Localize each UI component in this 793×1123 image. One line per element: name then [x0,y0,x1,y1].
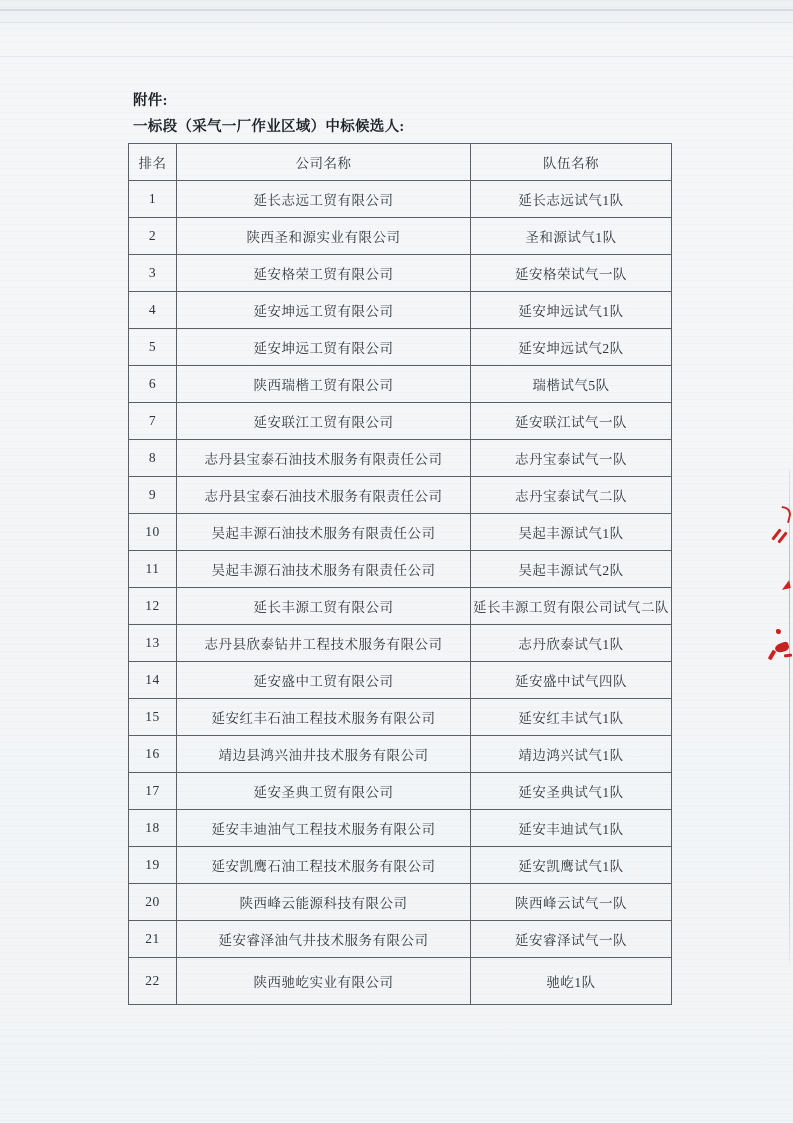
team-cell: 延长志远试气1队 [471,181,672,218]
rank-cell: 2 [129,218,177,255]
table-row [129,329,672,366]
team-cell: 吴起丰源试气1队 [471,514,672,551]
table-row [129,810,672,847]
company-cell: 志丹县欣泰钻井工程技术服务有限公司 [177,625,471,662]
col-header-team: 队伍名称 [471,144,672,181]
team-cell: 延安丰迪试气1队 [471,810,672,847]
company-cell: 延安盛中工贸有限公司 [177,662,471,699]
rank-cell: 8 [129,440,177,477]
rank-cell: 16 [129,736,177,773]
table-body [129,181,672,1005]
rank-cell: 12 [129,588,177,625]
rank-cell: 13 [129,625,177,662]
team-cell: 吴起丰源试气2队 [471,551,672,588]
rank-cell: 1 [129,181,177,218]
document-body [128,88,674,1005]
table-row [129,884,672,921]
rank-cell: 14 [129,662,177,699]
table-row [129,440,672,477]
company-cell: 延安坤远工贸有限公司 [177,329,471,366]
red-ink-mark [777,531,787,543]
company-cell: 延安联江工贸有限公司 [177,403,471,440]
table-row [129,255,672,292]
company-cell: 延安圣典工贸有限公司 [177,773,471,810]
team-cell: 延安盛中试气四队 [471,662,672,699]
team-cell: 圣和源试气1队 [471,218,672,255]
team-cell: 驰屹1队 [471,958,672,1005]
company-cell: 延安睿泽油气井技术服务有限公司 [177,921,471,958]
table-row [129,736,672,773]
rank-cell: 19 [129,847,177,884]
table-row [129,218,672,255]
red-ink-mark [774,641,790,654]
table-row [129,699,672,736]
team-cell: 延安联江试气一队 [471,403,672,440]
company-cell: 吴起丰源石油技术服务有限责任公司 [177,551,471,588]
table-row [129,403,672,440]
team-cell: 志丹宝泰试气一队 [471,440,672,477]
scan-artifact-line [0,56,793,57]
team-cell: 延安睿泽试气一队 [471,921,672,958]
rank-cell: 21 [129,921,177,958]
table-row [129,847,672,884]
rank-cell: 17 [129,773,177,810]
company-cell: 延安格荣工贸有限公司 [177,255,471,292]
company-cell: 陕西瑞楷工贸有限公司 [177,366,471,403]
col-header-rank: 排名 [129,144,177,181]
team-cell: 靖边鸿兴试气1队 [471,736,672,773]
table-row [129,588,672,625]
rank-cell: 18 [129,810,177,847]
rank-cell: 9 [129,477,177,514]
company-cell: 延安坤远工贸有限公司 [177,292,471,329]
table-row [129,551,672,588]
attachment-label: 附件: [133,93,168,109]
rank-cell: 7 [129,403,177,440]
team-cell: 延安格荣试气一队 [471,255,672,292]
company-cell: 延长丰源工贸有限公司 [177,588,471,625]
company-cell: 延长志远工贸有限公司 [177,181,471,218]
company-cell: 靖边县鸿兴油井技术服务有限公司 [177,736,471,773]
table-row [129,625,672,662]
table-row [129,921,672,958]
team-cell: 志丹宝泰试气二队 [471,477,672,514]
company-cell: 陕西驰屹实业有限公司 [177,958,471,1005]
team-cell: 瑞楷试气5队 [471,366,672,403]
rank-cell: 3 [129,255,177,292]
company-cell: 延安红丰石油工程技术服务有限公司 [177,699,471,736]
company-cell: 陕西峰云能源科技有限公司 [177,884,471,921]
table-header-row [129,144,672,181]
table-row [129,292,672,329]
red-ink-mark [768,650,776,661]
scan-artifact-line [0,9,793,11]
rank-cell: 10 [129,514,177,551]
table-row [129,662,672,699]
rank-cell: 20 [129,884,177,921]
table-row [129,181,672,218]
company-cell: 志丹县宝泰石油技术服务有限责任公司 [177,440,471,477]
red-ink-mark [784,653,792,657]
company-cell: 延安凯鹰石油工程技术服务有限公司 [177,847,471,884]
red-ink-mark [776,629,781,634]
page-edge-shadow [789,470,790,965]
team-cell: 延安坤远试气1队 [471,292,672,329]
col-header-company: 公司名称 [177,144,471,181]
team-cell: 延安坤远试气2队 [471,329,672,366]
company-cell: 陕西圣和源实业有限公司 [177,218,471,255]
table-row [129,514,672,551]
team-cell: 志丹欣泰试气1队 [471,625,672,662]
table-row [129,366,672,403]
rank-cell: 4 [129,292,177,329]
rank-cell: 11 [129,551,177,588]
scan-artifact-line [0,22,793,23]
company-cell: 延安丰迪油气工程技术服务有限公司 [177,810,471,847]
red-ink-mark [778,506,792,523]
red-ink-mark [771,528,781,540]
rank-cell: 5 [129,329,177,366]
table-row [129,773,672,810]
rank-cell: 6 [129,366,177,403]
team-cell: 陕西峰云试气一队 [471,884,672,921]
team-cell: 延长丰源工贸有限公司试气二队 [471,588,672,625]
team-cell: 延安圣典试气1队 [471,773,672,810]
rank-cell: 22 [129,958,177,1005]
section-title: 一标段（采气一厂作业区域）中标候选人: [133,119,405,135]
table-row [129,958,672,1005]
team-cell: 延安红丰试气1队 [471,699,672,736]
rank-cell: 15 [129,699,177,736]
candidates-table [128,143,672,1005]
table-row [129,477,672,514]
company-cell: 志丹县宝泰石油技术服务有限责任公司 [177,477,471,514]
company-cell: 吴起丰源石油技术服务有限责任公司 [177,514,471,551]
team-cell: 延安凯鹰试气1队 [471,847,672,884]
